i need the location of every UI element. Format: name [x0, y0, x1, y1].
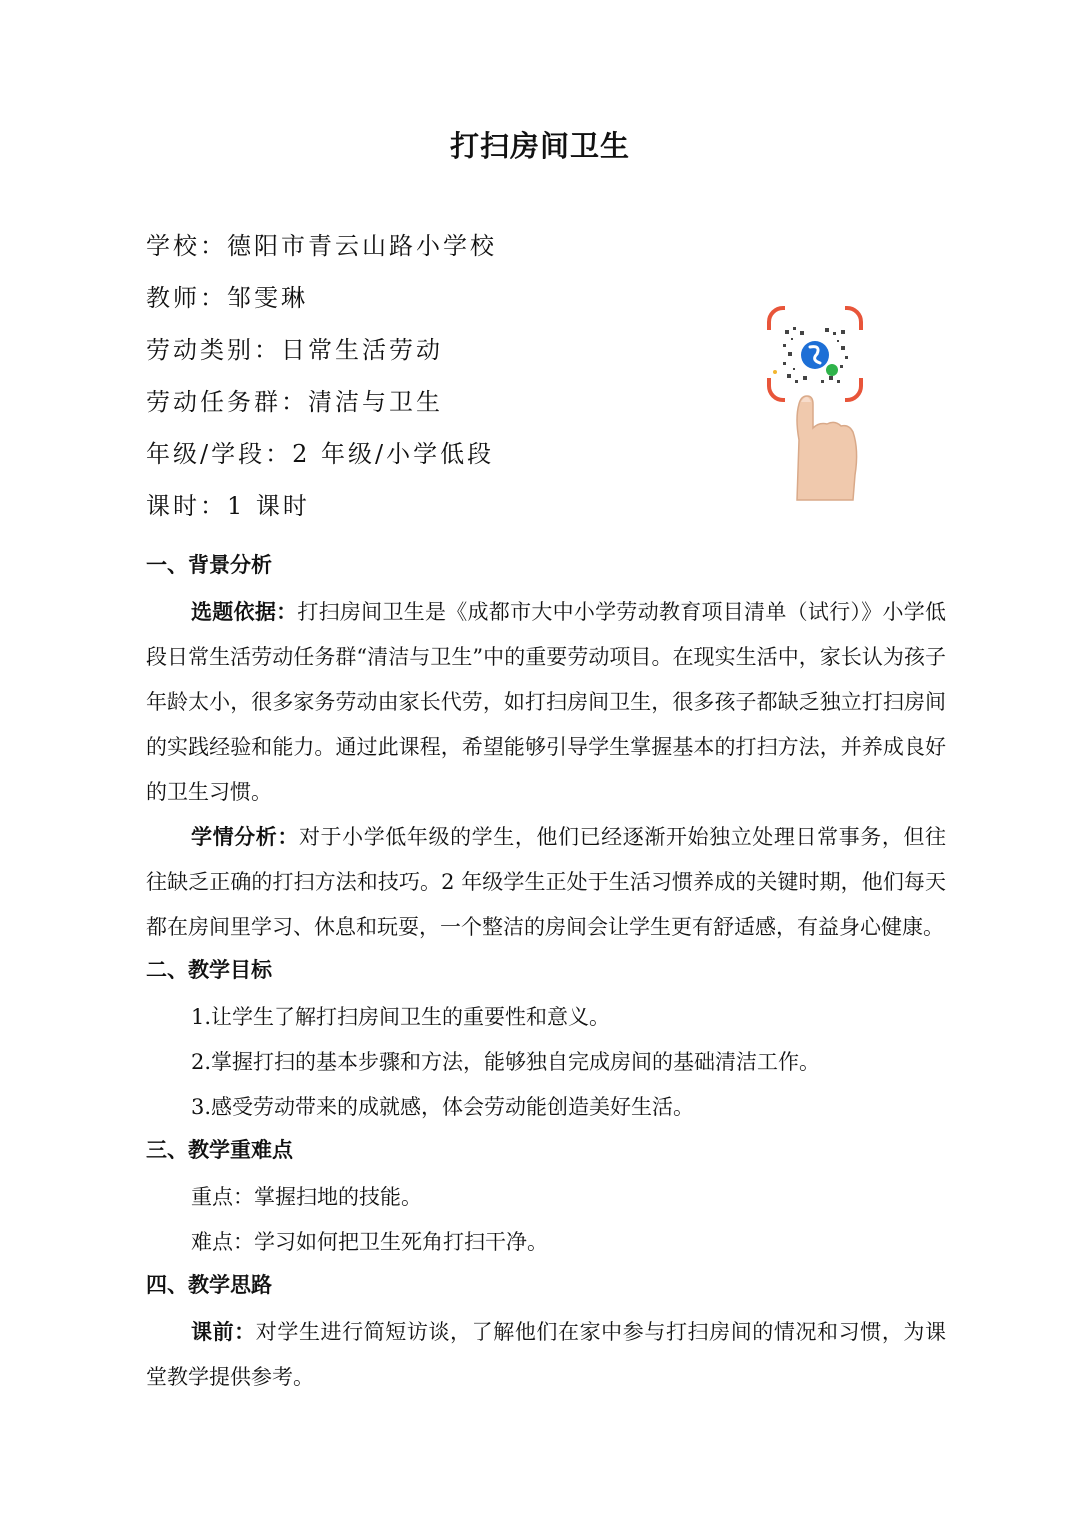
paragraph-text: 对于小学低年级的学生，他们已经逐渐开始独立处理日常事务，但往往缺乏正确的打扫方法和技巧。2 年级学生正处于生活习惯养成的关键时期，他们每天都在房间里学习、休息和玩耍，一个整洁的房间会让学生更有舒适感，有益身心健康。: [146, 825, 947, 939]
goal-item: 2.掌握打扫的基本步骤和方法，能够独自完成房间的基础清洁工作。: [191, 1050, 821, 1074]
info-value: 日常生活劳动: [281, 336, 443, 364]
key-point-item: 难点：学习如何把卫生死角打扫干净。: [191, 1230, 548, 1254]
info-row-teacher: [146, 278, 497, 330]
info-label: 劳动类别：: [146, 336, 281, 364]
info-label: 课时：: [146, 492, 227, 520]
info-block: [146, 226, 497, 538]
info-label: 劳动任务群：: [146, 388, 308, 416]
qr-code-with-pointing-hand-icon[interactable]: [755, 300, 885, 510]
info-value: 德阳市青云山路小学校: [227, 232, 497, 260]
info-row-school: [146, 226, 497, 278]
paragraph-label: 课前：: [191, 1320, 256, 1344]
key-point-item: 重点：掌握扫地的技能。: [191, 1185, 422, 1209]
section-heading-key-points: 三、教学重难点: [146, 1138, 293, 1162]
section-heading-goals: 二、教学目标: [146, 958, 272, 982]
paragraph-student-analysis: [146, 815, 946, 950]
section-heading-background: 一、背景分析: [146, 553, 272, 577]
goal-item: 3.感受劳动带来的成就感，体会劳动能创造美好生活。: [191, 1095, 695, 1119]
info-value: 1 课时: [227, 492, 310, 520]
info-label: 教师：: [146, 284, 227, 312]
info-label: 学校：: [146, 232, 227, 260]
main-content: [146, 545, 946, 1400]
paragraph-before-class: [146, 1310, 946, 1400]
paragraph-topic-basis: [146, 590, 946, 815]
info-value: 清洁与卫生: [308, 388, 443, 416]
section-heading-teaching-approach: 四、教学思路: [146, 1273, 272, 1297]
info-row-category: [146, 330, 497, 382]
info-row-hours: [146, 486, 497, 538]
info-label: 年级/学段：: [146, 440, 293, 468]
info-row-task-group: [146, 382, 497, 434]
goal-item: 1.让学生了解打扫房间卫生的重要性和意义。: [191, 1005, 611, 1029]
info-value: 2 年级/小学低段: [292, 440, 495, 468]
paragraph-text: 打扫房间卫生是《成都市大中小学劳动教育项目清单（试行）》小学低段日常生活劳动任务群“清洁与卫生”中的重要劳动项目。在现实生活中，家长认为孩子年龄太小，很多家务劳动由家长代劳，如打扫房间卫生，很多孩子都缺乏独立打扫房间的实践经验和能力。通过此课程，希望能够引导学生掌握基本的打扫方法，并养成良好的卫生习惯。: [146, 600, 946, 804]
paragraph-label: 选题依据：: [191, 600, 298, 624]
info-value: 邹雯琳: [227, 284, 308, 312]
paragraph-text: 对学生进行简短访谈，了解他们在家中参与打扫房间的情况和习惯，为课堂教学提供参考。: [146, 1320, 946, 1389]
paragraph-label: 学情分析：: [191, 825, 299, 849]
document-title: 打扫房间卫生: [449, 129, 630, 163]
info-row-grade: [146, 434, 497, 486]
